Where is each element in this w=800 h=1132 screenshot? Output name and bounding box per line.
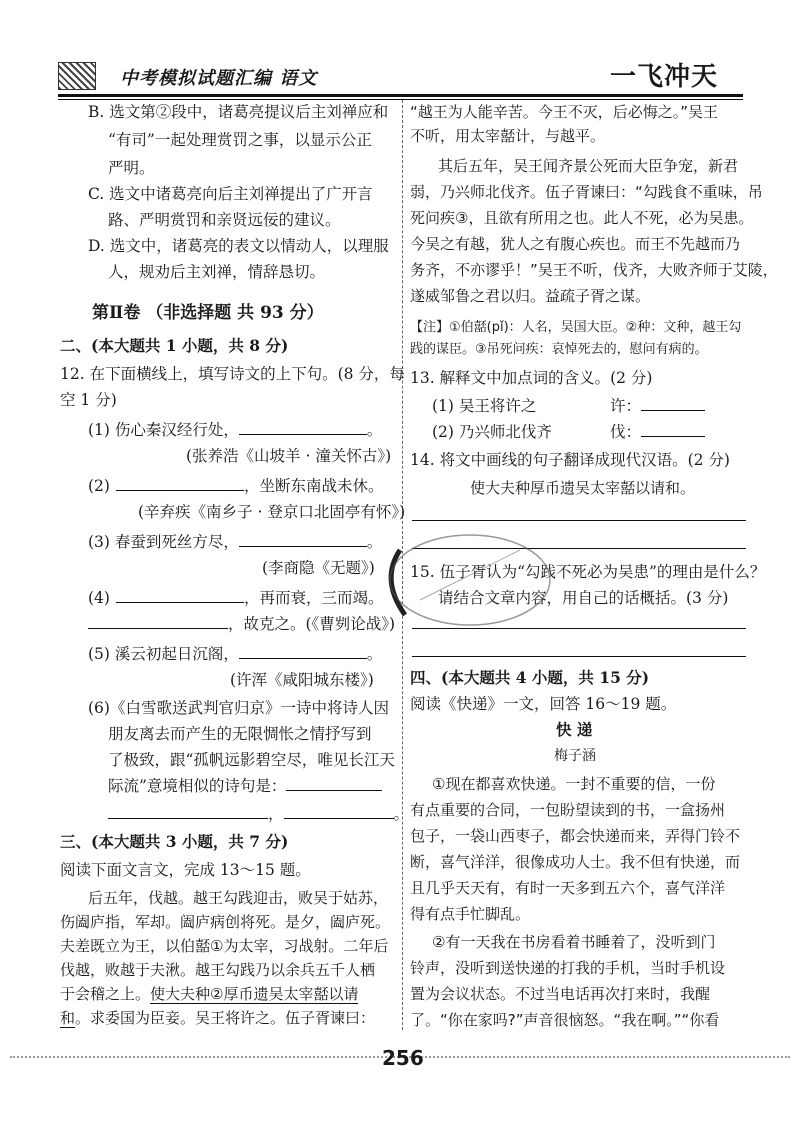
option-b-line3: 严明。 [108,159,155,177]
section-3-instruction: 阅读下面文言文，完成 13～15 题。 [60,861,311,879]
answer-blank-5[interactable] [88,614,228,629]
answer-blank-4[interactable] [116,588,244,603]
section-4-instruction: 阅读《快递》一文，回答 16～19 题。 [410,695,677,713]
poem-2: (2) ，坐断东南战未休。 [88,477,384,495]
q12-6-line3: 了极致，跟“孤帆远影碧空尽，唯见长江天 [108,751,395,769]
q12-line2: 空 1 分) [60,391,117,409]
q13-item1: (1) 吴王将许之 [432,397,537,415]
q12-6-line2: 朋友离去而产生的无限惆怅之情抒写到 [108,725,372,743]
poem-3-source: (李商隐《无题》) [262,559,375,577]
poem-4: (4) ，再而衰，三而竭。 [88,589,384,607]
article-para1-line3: 包子，一袋山西枣子，都会快递而来，弄得门铃不 [410,827,741,845]
q15-line1: 15. 伍子胥认为“勾践不死必为吴患”的理由是什么？ [410,563,766,581]
answer-blank-9[interactable] [284,804,394,819]
header-logo-icon [58,62,96,90]
classical-text-line6: 和。求委国为臣妾。吴王将许之。伍子胥谏曰： [60,1009,376,1027]
q15-line2: 请结合文章内容，用自己的话概括。(3 分) [438,589,729,607]
volume-2-heading: 第Ⅱ卷 （非选择题 共 93 分） [92,303,324,323]
article-para1-line6: 得有点手忙脚乱。 [410,905,531,923]
article-para1-line5: 且几乎天天有，有时一天多到五六个，喜气洋洋 [410,879,726,897]
classical-text-r2: 不听，用太宰嚭计，与越平。 [410,127,606,145]
poem-5-source: (许浑《咸阳城东楼》) [230,671,374,689]
article-title: 快 递 [556,720,593,739]
watermark-stamp-icon [360,520,560,640]
answer-blank-13a[interactable] [641,396,705,411]
underlined-sentence: 使大夫种②厚币遗吴太宰嚭以请 [150,985,359,1003]
poem-1: (1) 伤心秦汉经行处， 。 [88,421,383,439]
q14-sentence: 使大夫种厚币遗吴太宰嚭以请和。 [470,479,696,497]
q13-heading: 13. 解释文中加点词的含义。(2 分) [410,369,653,387]
classical-text-r7: 务齐，不亦谬乎！”吴王不听，伐齐，大败齐师于艾陵， [410,261,778,279]
q13-item1-word: 许： [610,396,705,416]
article-para1-line4: 断，喜气洋洋，很像成功人士。我不但有快递，而 [410,853,741,871]
section-4-heading: 四、(本大题共 4 小题，共 15 分) [410,668,650,687]
article-author: 梅子涵 [554,748,596,764]
header-title: 中考模拟试题汇编 语文 [120,68,318,89]
q13-item2: (2) 乃兴师北伐齐 [432,423,552,441]
option-c-line2: 路、严明赏罚和亲贤远佞的建议。 [108,211,341,229]
classical-text-r5: 死问疾③，且欲有所用之也。此人不死，必为吴患。 [410,209,754,227]
q12-6-line1: (6)《白雪歌送武判官归京》一诗中将诗人因 [88,699,389,717]
classical-text-line2: 伤阖庐指，军却。阖庐病创将死。是夕，阖庐死。 [60,913,391,931]
q14-heading: 14. 将文中画线的句子翻译成现代汉语。(2 分) [410,451,730,469]
answer-line-15b[interactable] [412,656,746,657]
article-para1-line2: 有点重要的合同，一包盼望读到的书，一盒扬州 [410,801,726,819]
article-para1-line1: ①现在都喜欢快递。一封不重要的信，一份 [432,775,716,793]
option-d-line1: D. 选文中，诸葛亮的表文以情动人，以理服 [88,237,389,255]
answer-blank-7[interactable] [286,776,382,791]
answer-blank-8[interactable] [108,804,268,819]
article-para2-line1: ②有一天我在书房看着书睡着了，没听到门 [432,933,716,951]
option-b-line1: B. 选文第②段中，诸葛亮提议后主刘禅应和 [88,103,389,121]
classical-text-line4: 伐越，败越于夫湫。越王勾践乃以余兵五千人栖 [60,961,376,979]
answer-blank-6[interactable] [239,644,367,659]
answer-blank-13b[interactable] [641,422,705,437]
classical-text-line1: 后五年，伐越。越王勾践迎击，败吴于姑苏， [88,889,389,907]
poem-4-line2: ，故克之。(《曹刿论战》) [88,614,395,634]
answer-blank-2[interactable] [116,476,244,491]
article-para2-line2: 铃声，没听到送快递的打我的手机，当时手机设 [410,959,726,977]
annotation-line2: 践的谋臣。③吊死问疾：哀悼死去的，慰问有病的。 [410,342,708,357]
classical-text-r1: “越王为人能辛苦。今王不灭，后必悔之。”吴王 [410,103,719,121]
header-rule [58,94,743,97]
q12-line1: 12. 在下面横线上，填写诗文的上下句。(8 分，每 [60,365,405,383]
classical-text-r4: 弱，乃兴师北伐齐。伍子胥谏曰：“勾践食不重味，吊 [410,183,763,201]
q12-6-line5: ， 。 [108,804,409,824]
answer-blank-1[interactable] [239,420,367,435]
q13-item2-word: 伐： [610,422,705,442]
poem-5: (5) 溪云初起日沉阁， 。 [88,645,383,663]
header-rule-thin [58,99,743,100]
classical-text-r8: 遂威邹鲁之君以归。益疏子胥之谋。 [410,287,651,305]
header-brand: 一飞冲天 [610,62,719,92]
page-number: 256 [382,1046,424,1070]
classical-text-r3: 其后五年，吴王闻齐景公死而大臣争宠，新君 [438,157,739,175]
poem-2-source: (辛弃疾《南乡子 · 登京口北固亭有怀》) [138,503,406,521]
classical-text-line3: 夫差既立为王，以伯嚭①为太宰，习战射。二年后 [60,937,389,955]
article-para2-line4: 了。“你在家吗?”声音很恼怒。“我在啊。”“你看 [410,1011,720,1029]
answer-blank-3[interactable] [239,532,367,547]
option-b-line2: “有司”一起处理赏罚之事，以显示公正 [108,131,372,149]
poem-3: (3) 春蚕到死丝方尽， 。 [88,533,383,551]
option-d-line2: 人，规劝后主刘禅，情辞恳切。 [108,263,326,281]
q12-6-line4: 际流”意境相似的诗句是： [108,776,382,796]
article-para2-line3: 置为会议状态。不过当电话再次打来时，我醒 [410,985,711,1003]
poem-1-source: (张养浩《山坡羊 · 潼关怀古》) [186,447,392,465]
annotation-line1: 【注】①伯嚭(pǐ)：人名，吴国大臣。②种：文种，越王勾 [410,320,742,335]
classical-text-r6: 今吴之有越，犹人之有腹心疾也。而王不先越而乃 [410,235,741,253]
section-2-heading: 二、(本大题共 1 小题，共 8 分) [60,336,289,355]
section-3-heading: 三、(本大题共 3 小题，共 7 分) [60,832,289,851]
classical-text-line5: 于会稽之上。使大夫种②厚币遗吴太宰嚭以请 [60,985,359,1003]
option-c-line1: C. 选文中诸葛亮向后主刘禅提出了广开言 [88,185,373,203]
